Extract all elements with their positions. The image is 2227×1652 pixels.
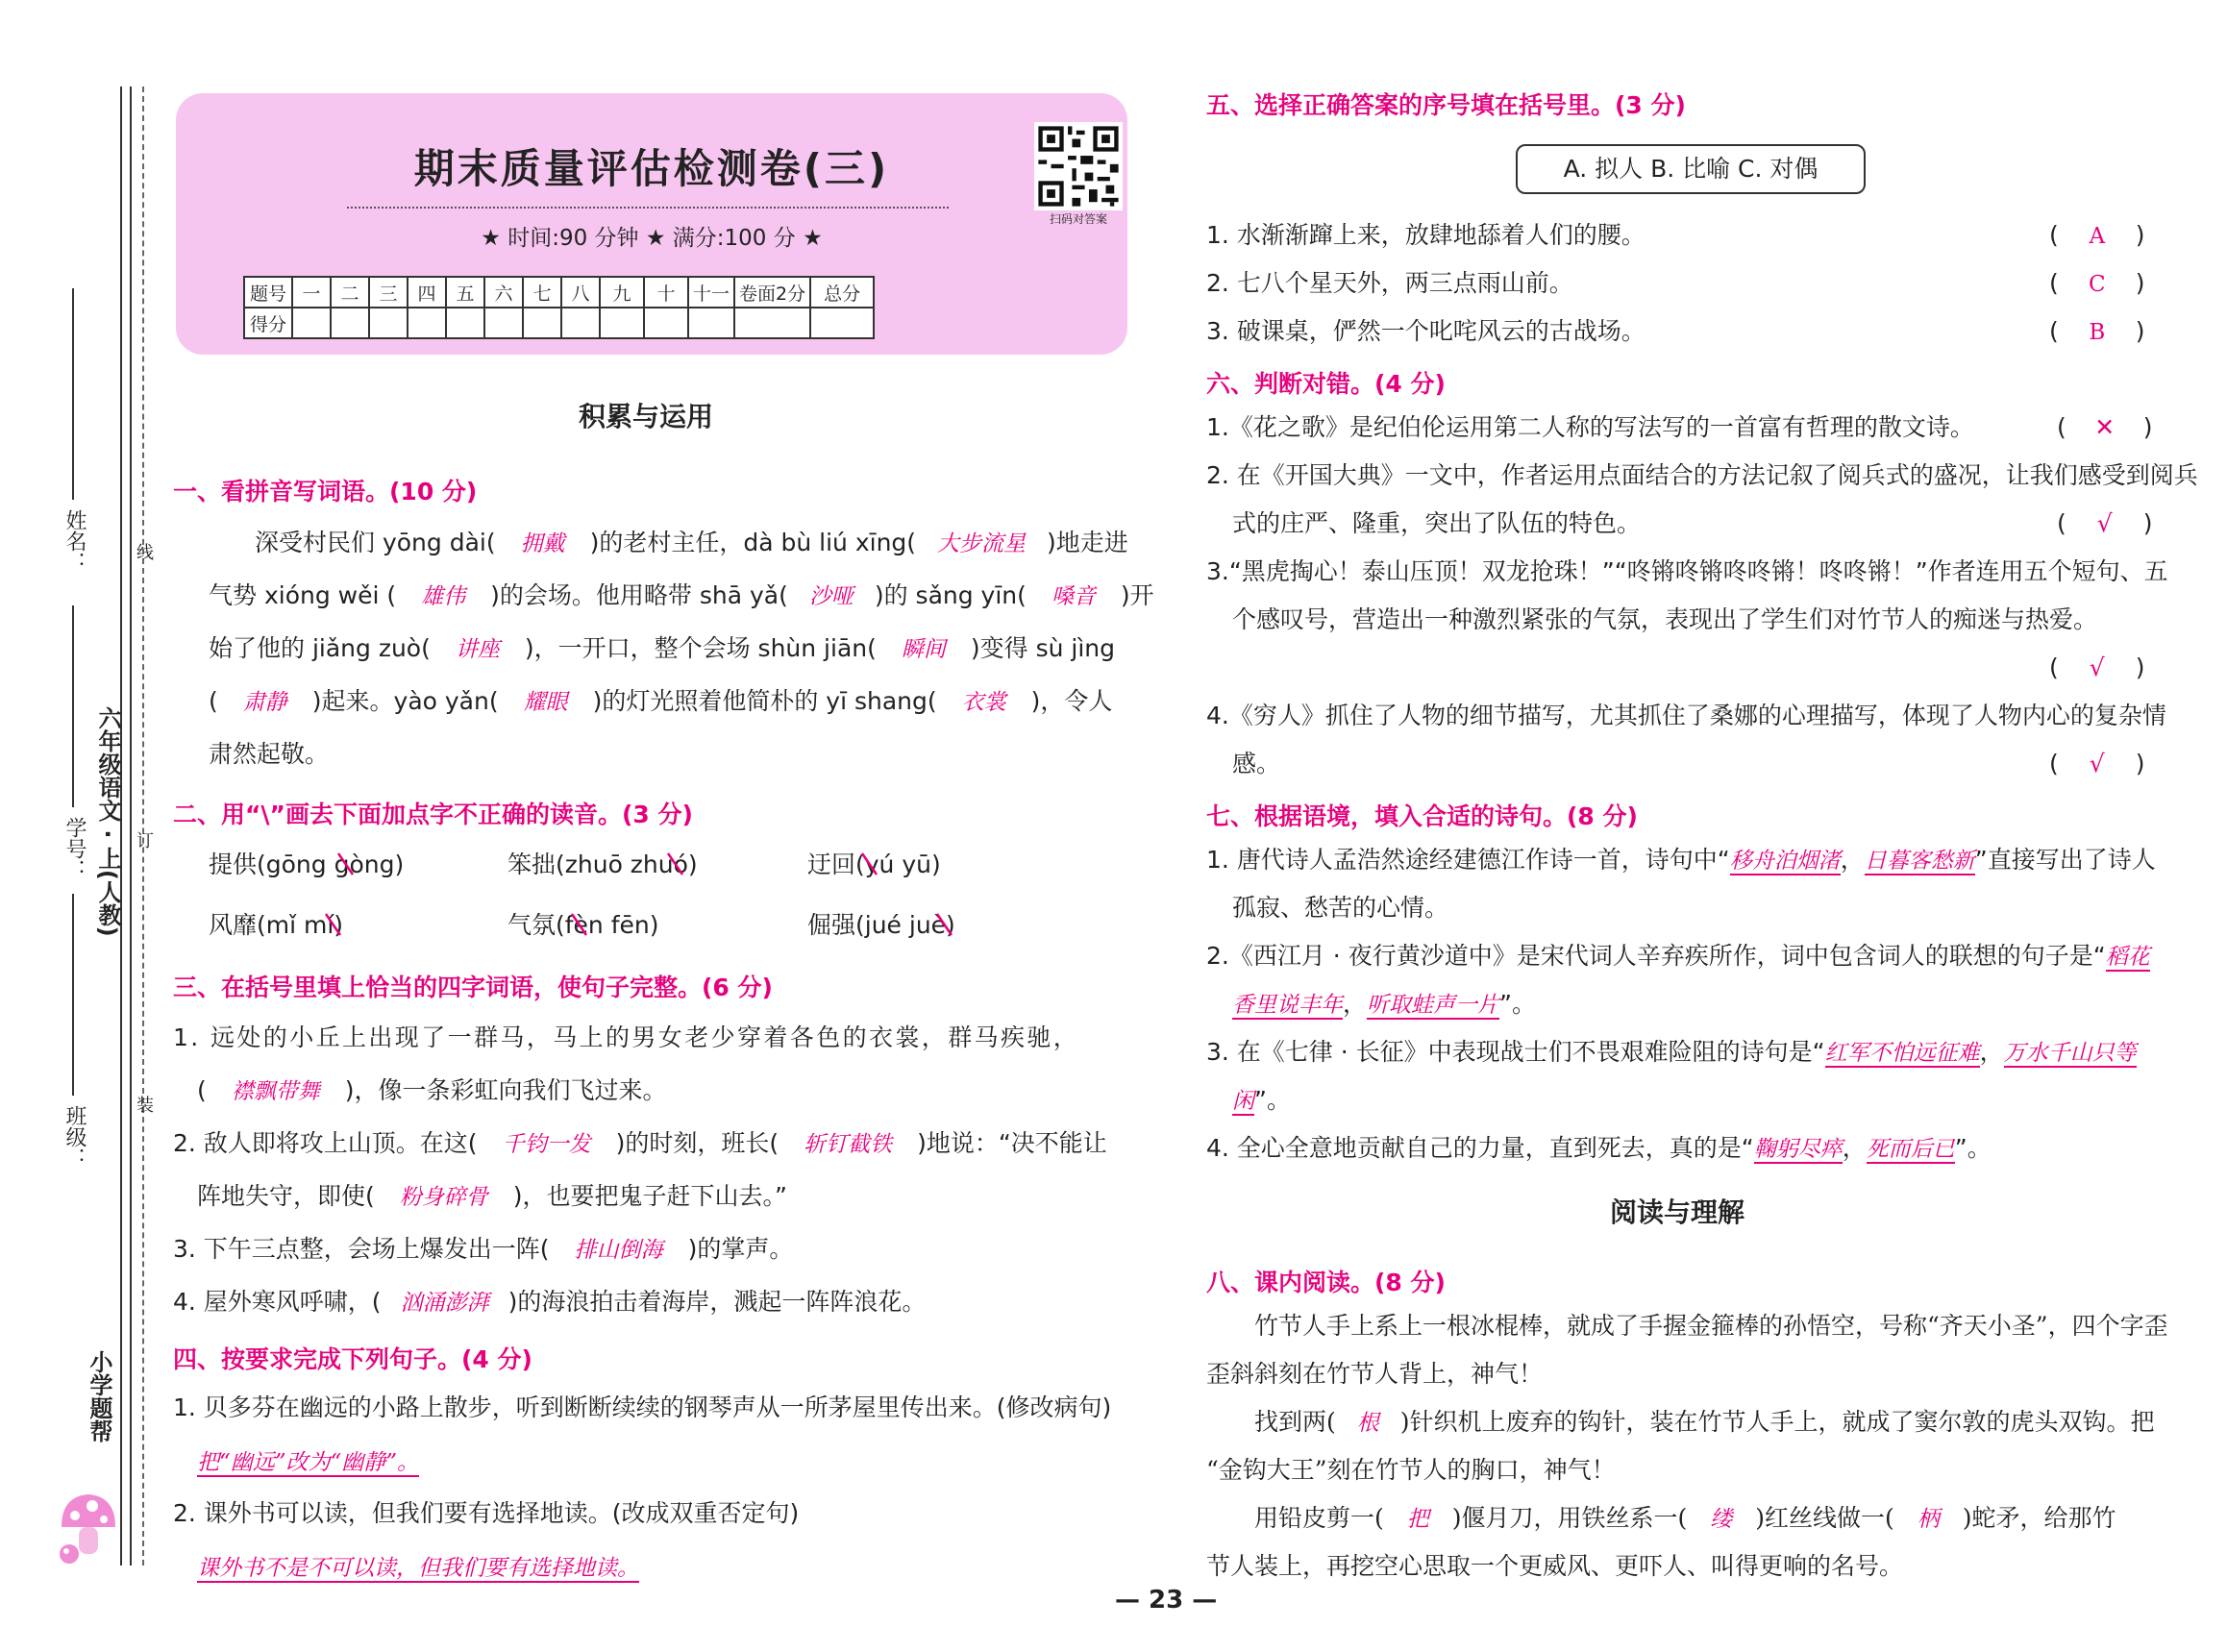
- score-header-cell: 卷面2分: [734, 277, 810, 308]
- answer-sangyin[interactable]: 嗓音: [1051, 584, 1096, 609]
- answer-paishandaohai[interactable]: 排山倒海: [574, 1238, 663, 1263]
- q5-item-1: 1. 水渐渐蹿上来，放肆地舔着人们的腰。: [1206, 221, 1646, 249]
- text: )针织机上废弃的钩针，装在竹节人手上，就成了窦尔敦的虎头双钩。把: [1399, 1408, 2155, 1436]
- qr-caption: 扫码对答案: [1049, 212, 1107, 226]
- text: )，也要把鬼子赶下山去。”: [512, 1182, 787, 1210]
- q6-s2-line2: 式的庄严、隆重，突出了队伍的特色。: [1232, 509, 1642, 537]
- text: (: [209, 687, 218, 715]
- q7-s2-line2: [1232, 990, 1536, 1020]
- answer-measure-ba[interactable]: 把: [1406, 1507, 1429, 1532]
- mushroom-logo: [56, 1485, 123, 1571]
- q6-s1: 1.《花之歌》是纪伯伦运用第二人称的写法写的一首富有哲理的散文诗。: [1206, 413, 1974, 441]
- answer-measure-lv[interactable]: 缕: [1710, 1507, 1733, 1532]
- answer-poem-2c[interactable]: 听取蛙声一片: [1367, 993, 1500, 1018]
- text: (: [197, 1076, 207, 1104]
- score-input-cell[interactable]: [810, 308, 874, 338]
- answer-xiongwei[interactable]: 雄伟: [421, 584, 466, 609]
- answer-letter: C: [2088, 272, 2106, 297]
- answer-fenshensuigu[interactable]: 粉身碎骨: [399, 1185, 488, 1210]
- q2-item-4[interactable]: 风靡(mǐ mí): [209, 911, 344, 939]
- answer-poem-3b[interactable]: 万水千山只等: [2003, 1041, 2137, 1066]
- q3-heading: 三、在括号里填上恰当的四字词语，使句子完整。(6 分): [173, 974, 773, 1001]
- answer-mark: ✕: [2094, 413, 2116, 441]
- q2-item-2[interactable]: 笨拙(zhuō zhuó): [507, 851, 698, 878]
- text: 用铅皮剪一(: [1254, 1504, 1384, 1532]
- answer-poem-2b[interactable]: 香里说丰年: [1232, 993, 1343, 1018]
- text: )的时刻，班长(: [615, 1129, 779, 1157]
- qr-code-icon[interactable]: [1034, 122, 1123, 210]
- q4-s2: 2. 课外书可以读，但我们要有选择地读。(改成双重否定句): [173, 1499, 800, 1527]
- q7-s2-line1: [1206, 942, 2150, 972]
- q8-heading: 八、课内阅读。(8 分): [1206, 1269, 1446, 1296]
- text: ，: [1840, 846, 1865, 874]
- score-input-cell[interactable]: [600, 308, 644, 338]
- strike-marks: [209, 846, 1170, 961]
- text: 气势 xióng wěi (: [209, 581, 397, 609]
- text: 3. 下午三点整，会场上爆发出一阵(: [173, 1235, 550, 1263]
- bind-mark-2: 装: [134, 1096, 154, 1113]
- page-number: — 23 —: [1115, 1586, 1218, 1615]
- answer-letter: A: [2089, 224, 2106, 249]
- text: 2.《西江月 · 夜行黄沙道中》是宋代词人辛弃疾所作，词中包含词人的联想的句子是“: [1206, 942, 2106, 970]
- text: 1. 唐代诗人孟浩然途经建德江作诗一首，诗句中“: [1206, 846, 1730, 874]
- q5-heading: 五、选择正确答案的序号填在括号里。(3 分): [1206, 91, 1686, 119]
- brand-label: 小学题帮: [86, 1350, 112, 1442]
- score-header-cell: 五: [446, 277, 484, 308]
- q7-s4: [1206, 1134, 1992, 1164]
- q2-item-6[interactable]: 倔强(jué juè): [807, 911, 955, 939]
- q8-p3-line2: 节人装上，再挖空心思取一个更威风、更吓人、叫得更响的名号。: [1206, 1552, 1904, 1580]
- q4-answer-2[interactable]: [197, 1550, 639, 1582]
- text: )的会场。他用略带 shā yǎ(: [490, 581, 788, 609]
- binding-dashed-line: [142, 86, 144, 1566]
- q1-line-1: [255, 529, 1128, 558]
- q8-p1-line2: 歪斜斜刻在竹节人背上，神气！: [1206, 1360, 1544, 1388]
- q8-p2-line2: “金钩大王”刻在竹节人的胸口，神气！: [1206, 1456, 1616, 1484]
- q6-answer-2[interactable]: ( √ ): [2057, 509, 2153, 537]
- text: )的老村主任，dà bù liú xīng(: [589, 529, 917, 556]
- q1-line-4: [209, 687, 1112, 717]
- text: )开: [1120, 581, 1154, 609]
- title-divider: [347, 207, 949, 209]
- score-header-cell: 六: [484, 277, 523, 308]
- answer-mark: √: [2089, 750, 2105, 777]
- q2-heading: 二、用“\”画去下面加点字不正确的读音。(3 分): [173, 801, 693, 828]
- class-label: 班级：: [62, 1105, 87, 1169]
- text: )的 sǎng yīn(: [874, 581, 1027, 609]
- q7-s3-line2: [1232, 1086, 1291, 1116]
- q5-answer-1[interactable]: ( A ): [2049, 221, 2145, 249]
- text: 4. 屋外寒风呼啸，(: [173, 1288, 382, 1316]
- q2-item-1[interactable]: 提供(gōng gòng): [209, 851, 405, 878]
- score-input-cell[interactable]: [484, 308, 523, 338]
- q3-s1-line2: [197, 1076, 667, 1106]
- answer-measure-bing[interactable]: 柄: [1917, 1507, 1940, 1532]
- answer-poem-1a[interactable]: 移舟泊烟渚: [1729, 849, 1841, 874]
- q6-s4-line1: 4.《穷人》抓住了人物的细节描写，尤其抓住了桑娜的心理描写，体现了人物内心的复杂情: [1206, 702, 2166, 729]
- text: ，: [1979, 1038, 2004, 1066]
- answer-jinpiaodaiwu[interactable]: 襟飘带舞: [231, 1079, 320, 1104]
- q3-s2-line1: [173, 1129, 1107, 1159]
- header-panel: [176, 93, 1127, 355]
- q5-item-3: 3. 破课桌，俨然一个叱咤风云的古战场。: [1206, 317, 1646, 345]
- text: 阵地失守，即使(: [197, 1182, 375, 1210]
- text: )起来。yào yǎn(: [311, 687, 499, 715]
- q7-s3-line1: [1206, 1038, 2137, 1068]
- answer-jiangzuo[interactable]: 讲座: [455, 637, 500, 662]
- score-header-cell: 七: [523, 277, 561, 308]
- answer-dabuliuxing[interactable]: 大步流星: [937, 531, 1027, 556]
- score-header-cell: 一: [292, 277, 331, 308]
- text: ”直接写出了诗人: [1974, 846, 2156, 874]
- text: ”。: [1499, 990, 1536, 1018]
- answer-poem-2a[interactable]: 稻花: [2105, 945, 2150, 970]
- score-header-cell: 十一: [688, 277, 734, 308]
- answer-yishang[interactable]: 衣裳: [961, 690, 1006, 715]
- q4-s1: 1. 贝多芬在幽远的小路上散步，听到断断续续的钢琴声从一所茅屋里传出来。(修改病句): [173, 1393, 1112, 1421]
- q8-p1-line1: 竹节人手上系上一根冰棍棒，就成了手握金箍棒的孙悟空，号称“齐天小圣”，四个字歪: [1254, 1312, 2168, 1340]
- text: )蛇矛，给那竹: [1962, 1504, 2116, 1532]
- text: )偃月刀，用铁丝系一(: [1451, 1504, 1688, 1532]
- score-input-cell[interactable]: [369, 308, 408, 338]
- seal-line-mark: 线: [134, 543, 154, 560]
- answer-qianjunyifa[interactable]: 千钧一发: [502, 1132, 591, 1157]
- score-input-cell[interactable]: [446, 308, 484, 338]
- answer-shaya[interactable]: 沙哑: [808, 584, 854, 609]
- score-header-cell: 九: [600, 277, 644, 308]
- score-input-cell[interactable]: [408, 308, 446, 338]
- q3-s1-line1: 1. 远处的小丘上出现了一群马，马上的男女老少穿着各色的衣裳，群马疾驰，: [173, 1023, 1080, 1051]
- text: 2. 敌人即将攻上山顶。在这(: [173, 1129, 478, 1157]
- name-line[interactable]: [72, 288, 74, 500]
- q4-heading: 四、按要求完成下列句子。(4 分): [173, 1345, 532, 1373]
- text: )，像一条彩虹向我们飞过来。: [344, 1076, 667, 1104]
- q6-s3-line1: 3.“黑虎掏心！泰山压顶！双龙抢珠！”“咚锵咚锵咚咚锵！咚咚锵！”作者连用五个短句、五: [1206, 557, 2168, 585]
- student-no-label: 学号：: [62, 817, 87, 880]
- text: )地说：“决不能让: [917, 1129, 1107, 1157]
- student-no-line[interactable]: [72, 605, 74, 807]
- q6-s3-line2: 个感叹号，营造出一种激烈紧张的气氛，表现出了学生们对竹节人的痴迷与热爱。: [1232, 605, 2098, 633]
- text: )变得 sù jìng: [970, 634, 1115, 662]
- grade-label: 六年级语文 · 上(人教): [94, 706, 121, 937]
- q1-heading: 一、看拼音写词语。(10 分): [173, 478, 478, 505]
- q3-s2-line2: [197, 1182, 787, 1212]
- q7-heading: 七、根据语境，填入合适的诗句。(8 分): [1206, 802, 1638, 830]
- text: ，: [1343, 990, 1368, 1018]
- answer-zhandingjietie[interactable]: 斩钉截铁: [804, 1132, 893, 1157]
- answer-letter: B: [2089, 320, 2106, 345]
- score-header-cell: 题号: [244, 277, 292, 308]
- q1-line-5: 肃然起敬。: [209, 740, 330, 768]
- section-title-accumulation: 积累与运用: [579, 401, 714, 432]
- binding-mark: 订: [134, 831, 154, 849]
- score-header-cell: 二: [331, 277, 369, 308]
- q6-answer-3[interactable]: ( √ ): [2049, 653, 2145, 681]
- answer-sujing[interactable]: 肃静: [242, 690, 287, 715]
- answer-poem-3a[interactable]: 红军不怕远征难: [1824, 1041, 1980, 1066]
- q6-heading: 六、判断对错。(4 分): [1206, 370, 1446, 398]
- text: 3. 在《七律 · 长征》中表现战士们不畏艰难险阻的诗句是“: [1206, 1038, 1825, 1066]
- text: )，令人: [1030, 687, 1113, 715]
- score-header-cell: 八: [561, 277, 600, 308]
- answer-poem-4b[interactable]: 死而后已: [1866, 1137, 1955, 1162]
- answer-mark: √: [2096, 509, 2113, 537]
- score-input-cell[interactable]: [644, 308, 688, 338]
- answer-poem-4a[interactable]: 鞠躬尽瘁: [1753, 1137, 1843, 1162]
- answer-poem-3c[interactable]: 闲: [1232, 1089, 1254, 1114]
- text: 找到两(: [1254, 1408, 1336, 1436]
- exam-subtitle: ★ 时间:90 分钟 ★ 满分:100 分 ★: [481, 226, 823, 251]
- text: ”。: [1254, 1086, 1291, 1114]
- score-header-cell: 总分: [810, 277, 874, 308]
- text: )地走进: [1047, 529, 1128, 556]
- score-header-cell: 十: [644, 277, 688, 308]
- answer-xiongyongpengpai[interactable]: 汹涌澎湃: [400, 1291, 489, 1316]
- answer-text: 课外书不是不可以读，但我们要有选择地读。: [197, 1556, 639, 1581]
- text: )，一开口，整个会场 shùn jiān(: [524, 634, 877, 662]
- exam-title: 期末质量评估检测卷(三): [413, 145, 890, 192]
- text: )的海浪拍击着海岸，溅起一阵阵浪花。: [507, 1288, 927, 1316]
- text: )的掌声。: [687, 1235, 794, 1263]
- q8-p2-line1: [1254, 1408, 2155, 1438]
- q7-s1-line2: 孤寂、愁苦的心情。: [1232, 894, 1449, 922]
- binding-line-inner: [130, 86, 132, 1566]
- score-header-cell: 四: [408, 277, 446, 308]
- text: 始了他的 jiǎng zuò(: [209, 634, 431, 662]
- q1-line-3: [209, 634, 1115, 664]
- score-input-cell[interactable]: [688, 308, 734, 338]
- q3-s4: [173, 1288, 926, 1318]
- q5-answer-3[interactable]: ( B ): [2049, 317, 2145, 345]
- text: 深受村民们 yōng dài(: [255, 529, 496, 556]
- class-line[interactable]: [72, 894, 74, 1096]
- q3-s3: [173, 1235, 793, 1265]
- answer-mark: √: [2089, 653, 2105, 681]
- q4-answer-1[interactable]: [197, 1444, 419, 1476]
- score-header-cell: 三: [369, 277, 408, 308]
- answer-yaoyan[interactable]: 耀眼: [523, 690, 568, 715]
- q5-item-2: 2. 七八个星天外，两三点雨山前。: [1206, 269, 1573, 297]
- q7-s1-line1: [1206, 846, 2156, 875]
- q6-s2-line1: 2. 在《开国大典》一文中，作者运用点面结合的方法记叙了阅兵式的盛况，让我们感受到阅兵: [1206, 461, 2198, 489]
- score-input-cell[interactable]: [292, 308, 331, 338]
- q1-line-2: [209, 581, 1154, 611]
- text: ，: [1842, 1134, 1867, 1162]
- score-input-cell[interactable]: [561, 308, 600, 338]
- q2-item-5[interactable]: 气氛(fèn fēn): [507, 911, 659, 939]
- answer-poem-1b[interactable]: 日暮客愁新: [1864, 849, 1975, 874]
- q6-s4-line2: 感。: [1232, 750, 1281, 777]
- answer-shunjian[interactable]: 瞬间: [901, 637, 946, 662]
- q5-option-box: A. 拟人 B. 比喻 C. 对偶: [1516, 144, 1866, 194]
- q8-p3-line1: [1254, 1504, 2116, 1534]
- section-title-reading: 阅读与理解: [1610, 1196, 1745, 1228]
- score-table: [243, 276, 875, 339]
- score-row-label: 得分: [244, 308, 292, 338]
- text: ”。: [1954, 1134, 1992, 1162]
- text: )红丝线做一(: [1755, 1504, 1894, 1532]
- text: )的灯光照着他简朴的 yī shang(: [592, 687, 937, 715]
- answer-yongdai[interactable]: 拥戴: [520, 531, 565, 556]
- score-input-cell[interactable]: [331, 308, 369, 338]
- score-header-row: [244, 277, 874, 308]
- answer-text: 把“幽远”改为“幽静”。: [197, 1450, 420, 1475]
- q6-answer-4[interactable]: ( √ ): [2049, 750, 2145, 777]
- q6-answer-1[interactable]: ( ✕ ): [2057, 413, 2153, 441]
- name-label: 姓名：: [62, 509, 87, 573]
- score-input-cell[interactable]: [734, 308, 810, 338]
- text: 4. 全心全意地贡献自己的力量，直到死去，真的是“: [1206, 1134, 1754, 1162]
- q5-answer-2[interactable]: ( C ): [2049, 269, 2145, 297]
- answer-measure-gen[interactable]: 根: [1356, 1411, 1379, 1436]
- score-input-cell[interactable]: [523, 308, 561, 338]
- q2-item-3[interactable]: 迂回(yú yū): [807, 851, 941, 878]
- score-value-row: [244, 308, 874, 338]
